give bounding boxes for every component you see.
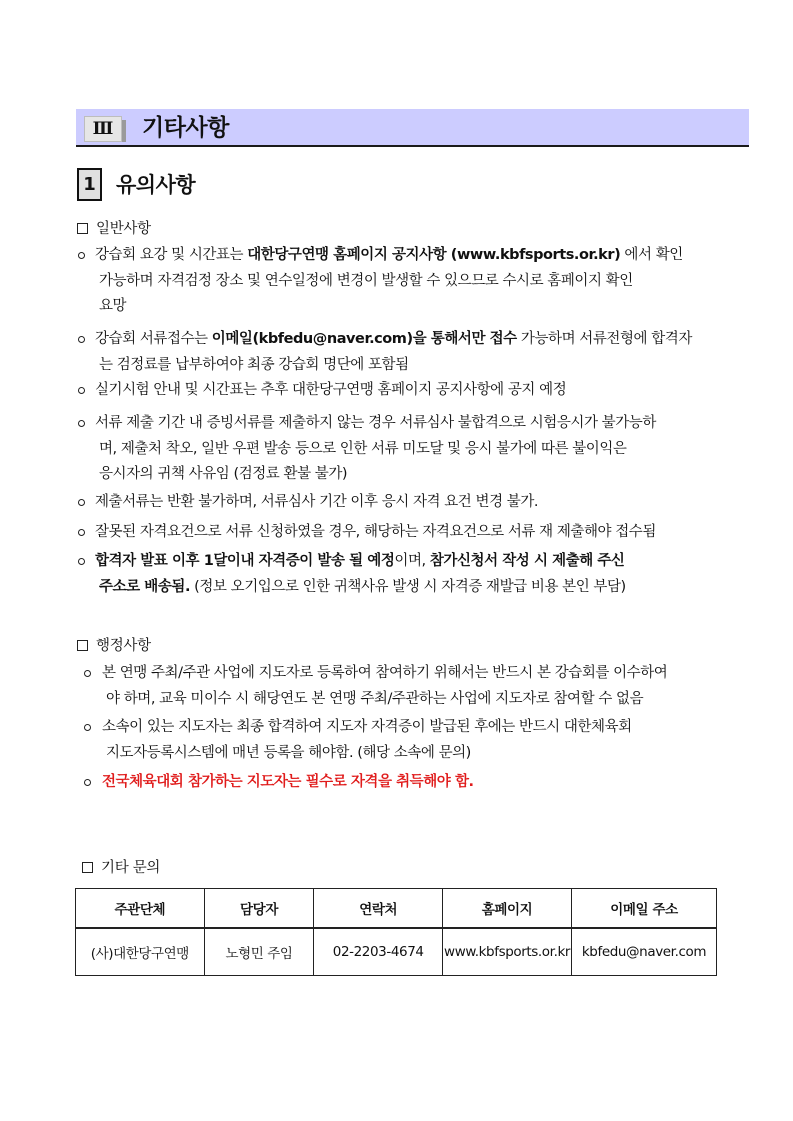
- table-header-cell: 담당자: [204, 889, 314, 929]
- contact-person-cell: 노형민 주임: [204, 928, 314, 976]
- inquiry-heading-text: 기타 문의: [101, 860, 161, 876]
- subsection-title: 유의사항: [116, 173, 196, 197]
- text-run: 잘못된 자격요건으로 서류 신청하였을 경우, 해당하는 자격요건으로 서류 재 제출해야 접수됨: [95, 524, 656, 540]
- bullet-circle-icon: [78, 420, 85, 427]
- checkbox-square-icon: [77, 640, 88, 651]
- table-header-cell: 이메일 주소: [572, 889, 717, 929]
- bullet-circle-icon: [78, 499, 85, 506]
- general-heading-text: 일반사항: [96, 221, 151, 237]
- text-run: 야 하며, 교육 미이수 시 해당연도 본 연맹 주최/주관하는 사업에 지도자로 참여할 수 없음: [106, 690, 644, 707]
- list-item-line: [95, 437, 743, 463]
- checkbox-square-icon: [77, 223, 88, 234]
- list-item-line: [95, 243, 743, 269]
- list-item: [102, 770, 744, 796]
- general-heading: [77, 219, 151, 239]
- text-run: 며, 제출처 착오, 일반 우편 발송 등으로 인한 서류 미도달 및 응시 불가에 따른 불이익은: [99, 440, 627, 457]
- text-run: 전국체육대회 참가하는 지도자는 필수로 자격을 취득해야 함.: [102, 774, 474, 790]
- contact-table: [75, 888, 717, 976]
- text-run: 대한당구연맹 홈페이지 공지사항 (www.kbfsports.or.kr): [247, 247, 621, 263]
- text-run: 요망: [99, 298, 127, 314]
- homepage-cell: www.kbfsports.or.kr: [443, 928, 572, 976]
- bullet-circle-icon: [84, 670, 91, 677]
- text-run: 가능하며 자격검정 장소 및 연수일정에 변경이 발생할 수 있으므로 수시로 홈페이지 확인: [99, 272, 633, 289]
- bullet-circle-icon: [78, 558, 85, 565]
- bullet-circle-icon: [78, 387, 85, 394]
- table-header-cell: 주관단체: [76, 889, 205, 929]
- text-run: 참가신청서 작성 시 제출해 주신: [429, 553, 625, 569]
- checkbox-square-icon: [82, 862, 93, 873]
- email-cell: kbfedu@naver.com: [572, 928, 717, 976]
- table-header-row: [76, 889, 717, 929]
- text-run: 지도자등록시스템에 매년 등록을 해야함. (해당 소속에 문의): [106, 744, 471, 761]
- text-run: 가능하며 서류전형에 합격자: [516, 331, 692, 347]
- list-item-line: [102, 770, 744, 796]
- list-item-line: [95, 294, 743, 320]
- bullet-circle-icon: [84, 724, 91, 731]
- text-run: 에서 확인: [620, 247, 683, 263]
- list-item-line: [95, 353, 743, 379]
- text-run: 주소로 배송됨.: [99, 578, 190, 595]
- list-item: [95, 327, 743, 378]
- text-run: 이며,: [394, 553, 430, 569]
- list-item-line: [95, 269, 743, 295]
- phone-cell: 02-2203-4674: [314, 928, 443, 976]
- list-item-line: [95, 462, 743, 488]
- text-run: 제출서류는 반환 불가하며, 서류심사 기간 이후 응시 자격 요건 변경 불가.: [95, 494, 539, 510]
- bullet-circle-icon: [78, 529, 85, 536]
- list-item-line: [95, 378, 743, 404]
- subsection-number: 1: [77, 168, 102, 201]
- list-item-line: [95, 549, 743, 575]
- list-item-line: [95, 411, 743, 437]
- list-item: [95, 243, 743, 320]
- text-run: 는 검정료를 납부하여야 최종 강습회 명단에 포함됨: [99, 356, 409, 373]
- table-row: [76, 928, 717, 976]
- list-item: [95, 378, 743, 404]
- organizer-cell: (사)대한당구연맹: [76, 928, 205, 976]
- text-run: 응시자의 귀책 사유임 (검정료 환불 불가): [99, 466, 348, 482]
- section-number: Ⅲ: [84, 116, 122, 142]
- bullet-circle-icon: [78, 252, 85, 259]
- admin-heading: [77, 636, 151, 656]
- text-run: 강습회 서류접수는: [95, 331, 212, 347]
- list-item-line: [102, 687, 744, 713]
- list-item-line: [95, 490, 743, 516]
- text-run: (정보 오기입으로 인한 귀책사유 발생 시 자격증 재발급 비용 본인 부담): [190, 578, 626, 595]
- list-item: [95, 520, 743, 546]
- text-run: 본 연맹 주최/주관 사업에 지도자로 등록하여 참여하기 위해서는 반드시 본 강습회를 이수하여: [102, 665, 668, 681]
- inquiry-heading: [82, 858, 160, 878]
- list-item: [95, 411, 743, 488]
- list-item: [95, 549, 743, 600]
- text-run: 서류 제출 기간 내 증빙서류를 제출하지 않는 경우 서류심사 불합격으로 시험응시가 불가능하: [95, 415, 656, 431]
- list-item-line: [102, 741, 744, 767]
- section-header-bar: [76, 109, 749, 147]
- list-item-line: [95, 520, 743, 546]
- table-header-cell: 홈페이지: [443, 889, 572, 929]
- text-run: 합격자 발표 이후 1달이내 자격증이 발송 될 예정: [95, 553, 395, 569]
- text-run: 강습회 요강 및 시간표는: [95, 247, 248, 263]
- text-run: 이메일(kbfedu@naver.com)을 통해서만 접수: [211, 331, 517, 347]
- list-item: [102, 661, 744, 712]
- bullet-circle-icon: [84, 779, 91, 786]
- section-title: 기타사항: [142, 115, 229, 141]
- table-header-cell: 연락처: [314, 889, 443, 929]
- admin-heading-text: 행정사항: [96, 638, 151, 654]
- list-item: [102, 715, 744, 766]
- list-item-line: [102, 715, 744, 741]
- text-run: 실기시험 안내 및 시간표는 추후 대한당구연맹 홈페이지 공지사항에 공지 예정: [95, 382, 567, 398]
- list-item-line: [95, 575, 743, 601]
- list-item-line: [102, 661, 744, 687]
- list-item-line: [95, 327, 743, 353]
- bullet-circle-icon: [78, 336, 85, 343]
- list-item: [95, 490, 743, 516]
- text-run: 소속이 있는 지도자는 최종 합격하여 지도자 자격증이 발급된 후에는 반드시 대한체육회: [102, 719, 632, 735]
